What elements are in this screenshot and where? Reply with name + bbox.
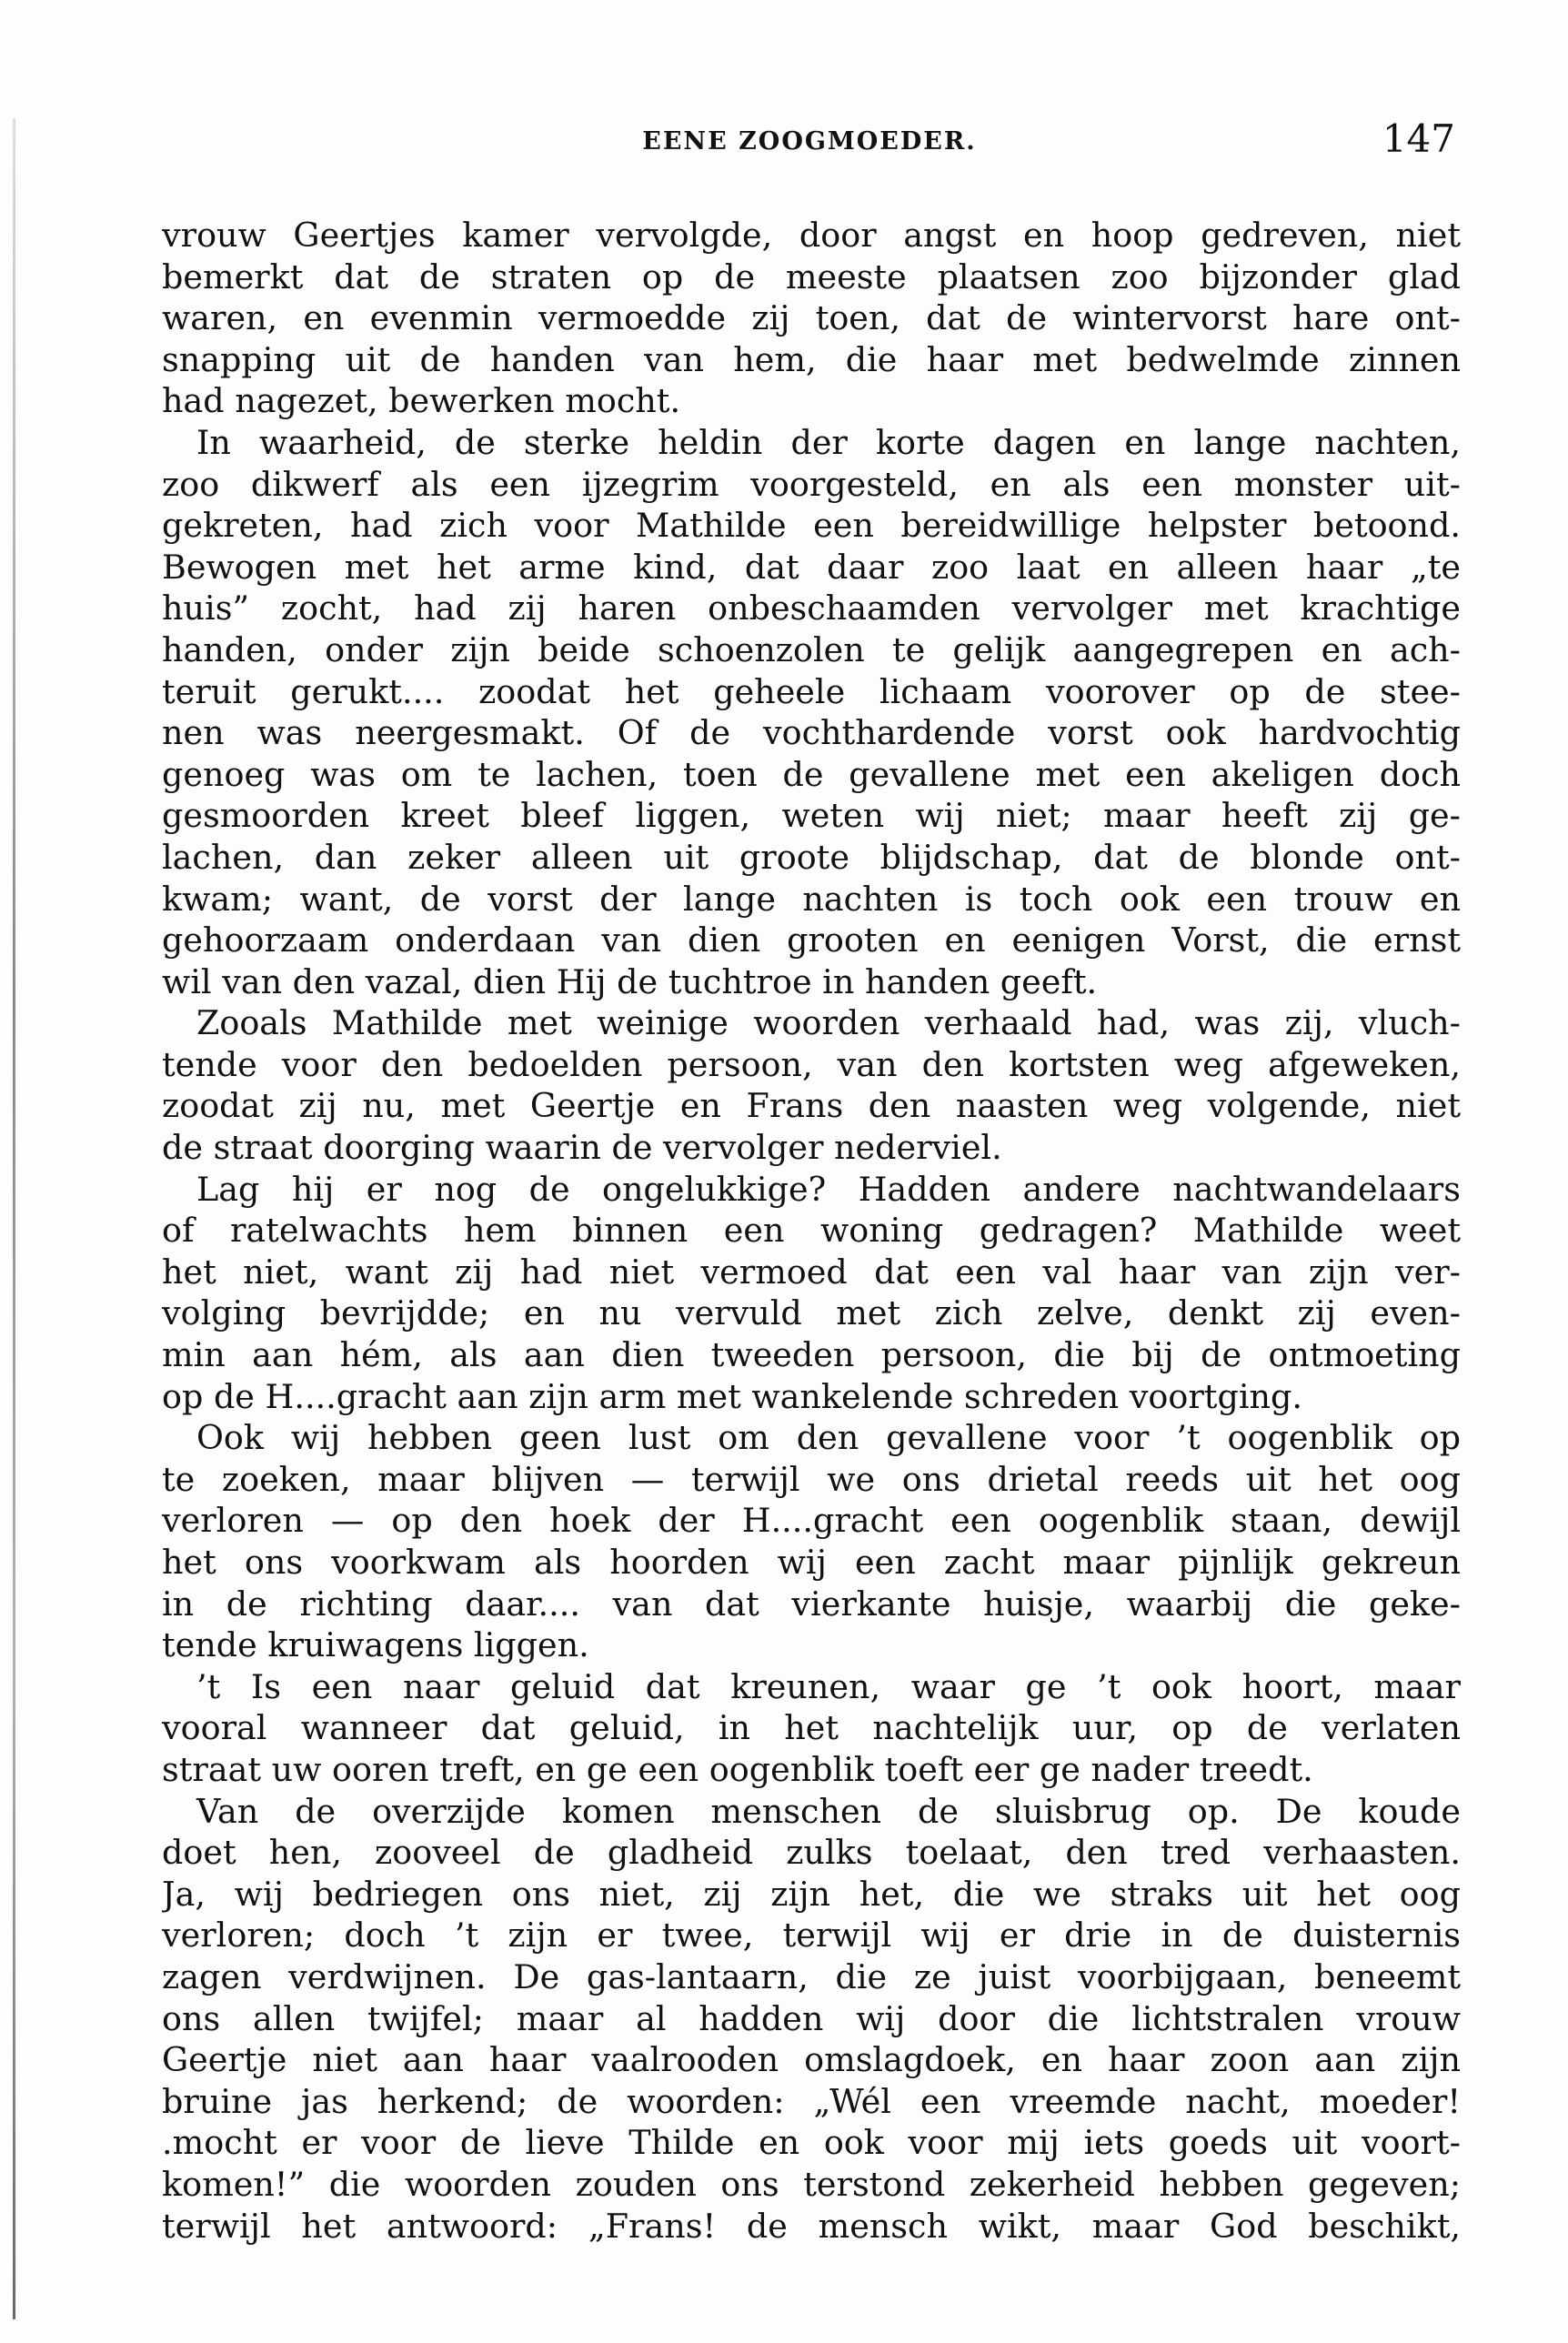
text-line: doet hen, zooveel de gladheid zulks toelaat, den tred verhaasten. <box>162 1833 1461 1873</box>
text-line: gekreten, had zich voor Mathilde een bereidwillige helpster betoond. <box>162 506 1461 546</box>
text-line: ’t Is een naar geluid dat kreunen, waar ge ’t ook hoort, maar <box>196 1666 1461 1706</box>
text-line: had nagezet, bewerken mocht. <box>162 381 681 421</box>
text-line: zagen verdwijnen. De gas-lantaarn, die ze juist voorbijgaan, beneemt <box>162 1956 1461 1996</box>
text-line: min aan hém, als aan dien tweeden persoon, die bij de ontmoeting <box>162 1335 1461 1375</box>
page-edge-shadow <box>13 118 15 2319</box>
text-line: of ratelwachts hem binnen een woning gedragen? Mathilde weet <box>162 1211 1461 1251</box>
text-line: Lag hij er nog de ongelukkige? Hadden andere nachtwandelaars <box>196 1169 1461 1209</box>
text-line: Van de overzijde komen menschen de sluisbrug op. De koude <box>196 1791 1461 1831</box>
text-line: snapping uit de handen van hem, die haar met bedwelmde zinnen <box>162 339 1461 379</box>
text-line: de straat doorging waarin de vervolger nederviel. <box>162 1128 1002 1168</box>
text-line: te zoeken, maar blijven — terwijl we ons drietal reeds uit het oog <box>162 1459 1461 1499</box>
text-line: op de H....gracht aan zijn arm met wankelende schreden voortging. <box>162 1376 1302 1416</box>
text-line: bruine jas herkend; de woorden: „Wél een vreemde nacht, moeder! <box>162 2081 1461 2121</box>
text-line: Bewogen met het arme kind, dat daar zoo laat en alleen haar „te <box>162 547 1461 587</box>
text-line: waren, en evenmin vermoedde zij toen, dat de wintervorst hare ont- <box>162 298 1461 338</box>
text-line: Ook wij hebben geen lust om den gevallene voor ’t oogenblik op <box>196 1418 1461 1458</box>
text-line: Geertje niet aan haar vaalrooden omslagdoek, en haar zoon aan zijn <box>162 2040 1461 2080</box>
text-line: verloren; doch ’t zijn er twee, terwijl wij er drie in de duisternis <box>162 1916 1461 1956</box>
text-line: in de richting daar.... van dat vierkante huisje, waarbij die geke- <box>162 1584 1461 1624</box>
text-line: komen!” die woorden zouden ons terstond zekerheid hebben gegeven; <box>162 2164 1461 2204</box>
text-line: gehoorzaam onderdaan van dien grooten en eenigen Vorst, die ernst <box>162 920 1461 960</box>
text-line: .mocht er voor de lieve Thilde en ook voor mij iets goeds uit voort- <box>162 2123 1461 2163</box>
page-header <box>164 116 1455 171</box>
text-line: verloren — op den hoek der H....gracht een oogenblik staan, dewijl <box>162 1501 1461 1541</box>
text-line: terwijl het antwoord: „Frans! de mensch wikt, maar God beschikt, <box>162 2206 1461 2246</box>
running-title: EENE ZOOGMOEDER. <box>642 127 977 156</box>
text-line: zoo dikwerf als een ijzegrim voorgesteld, en als een monster uit- <box>162 464 1461 504</box>
text-line: genoeg was om te lachen, toen de gevallene met een akeligen doch <box>162 754 1461 794</box>
body-text <box>162 215 1461 2247</box>
text-line: het ons voorkwam als hoorden wij een zacht maar pijnlijk gekreun <box>162 1543 1461 1582</box>
text-line: gesmoorden kreet bleef liggen, weten wij niet; maar heeft zij ge- <box>162 796 1461 836</box>
text-line: wil van den vazal, dien Hij de tuchtroe in handen geeft. <box>162 961 1098 1001</box>
text-line: volging bevrijdde; en nu vervuld met zich zelve, denkt zij even- <box>162 1293 1461 1333</box>
text-line: In waarheid, de sterke heldin der korte dagen en lange nachten, <box>196 422 1461 462</box>
text-line: nen was neergesmakt. Of de vochthardende vorst ook hardvochtig <box>162 713 1461 753</box>
page-number: 147 <box>1382 116 1455 161</box>
text-line: Ja, wij bedriegen ons niet, zij zijn het, die we straks uit het oog <box>162 1874 1461 1914</box>
text-line: kwam; want, de vorst der lange nachten is toch ook een trouw en <box>162 879 1461 919</box>
text-line: handen, onder zijn beide schoenzolen te gelijk aangegrepen en ach- <box>162 629 1461 669</box>
text-line: bemerkt dat de straten op de meeste plaatsen zoo bijzonder glad <box>162 256 1461 297</box>
text-line: teruit gerukt.... zoodat het geheele lichaam voorover op de stee- <box>162 671 1461 711</box>
text-line: vooral wanneer dat geluid, in het nachtelijk uur, op de verlaten <box>162 1708 1461 1748</box>
text-line: straat uw ooren treft, en ge een oogenblik toeft eer ge nader treedt. <box>162 1749 1313 1789</box>
text-line: tende voor den bedoelden persoon, van den kortsten weg afgeweken, <box>162 1044 1461 1084</box>
text-line: vrouw Geertjes kamer vervolgde, door angst en hoop gedreven, niet <box>162 216 1461 255</box>
text-line: huis” zocht, had zij haren onbeschaamden vervolger met krachtige <box>162 588 1461 628</box>
text-line: ons allen twijfel; maar al hadden wij door die lichtstralen vrouw <box>162 1998 1461 2038</box>
text-line: tende kruiwagens liggen. <box>162 1625 589 1665</box>
text-line: Zooals Mathilde met weinige woorden verhaald had, was zij, vluch- <box>196 1003 1461 1043</box>
text-line: zoodat zij nu, met Geertje en Frans den naasten weg volgende, niet <box>162 1086 1461 1126</box>
text-line: lachen, dan zeker alleen uit groote blijdschap, dat de blonde ont- <box>162 837 1461 877</box>
text-line: het niet, want zij had niet vermoed dat een val haar van zijn ver- <box>162 1252 1461 1292</box>
